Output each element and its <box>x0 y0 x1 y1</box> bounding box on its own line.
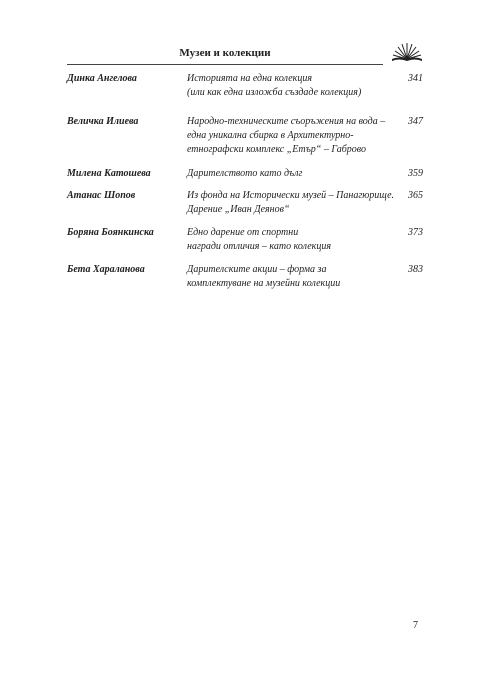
entry-title: Дарителството като дълг <box>187 168 303 179</box>
entry-page: 373 <box>408 227 423 238</box>
toc-entry[interactable] <box>67 189 423 226</box>
entry-title: Из фонда на Исторически музей – Панагюрище. Дарение „Иван Деянов“ <box>187 190 395 215</box>
entry-page: 383 <box>408 264 423 275</box>
entry-author: Атанас Шопов <box>67 190 136 201</box>
entry-title: Историята на една колекция (или как една изложба създаде колекция) <box>187 73 362 98</box>
entry-author: Динка Ангелова <box>67 73 137 84</box>
table-of-contents <box>67 72 423 293</box>
toc-entry[interactable] <box>67 72 423 115</box>
entry-title: Едно дарение от спортни награди отличия – като колекция <box>187 227 331 252</box>
toc-entry[interactable] <box>67 263 423 293</box>
entry-page: 341 <box>408 73 423 84</box>
entry-page: 347 <box>408 116 423 127</box>
entry-page: 359 <box>408 168 423 179</box>
entry-page: 365 <box>408 190 423 201</box>
entry-title: Народно-техническите съоръжения на вода – една уникална сбирка в Архитектурно- етнографски комплекс „Етър“ – Габрово <box>187 116 386 155</box>
toc-entry[interactable] <box>67 115 423 167</box>
entry-title: Дарителските акции – форма за комплектуване на музейни колекции <box>187 264 341 289</box>
toc-entry[interactable] <box>67 167 423 189</box>
radiant-book-logo-icon <box>390 42 424 62</box>
page-number: 7 <box>413 620 418 631</box>
entry-author: Бета Хараланова <box>67 264 145 275</box>
entry-author: Боряна Боянкинска <box>67 227 154 238</box>
entry-author: Величка Илиева <box>67 116 139 127</box>
running-header <box>67 44 383 65</box>
entry-author: Милена Катошева <box>67 168 151 179</box>
section-title: Музеи и колекции <box>179 47 271 59</box>
toc-entry[interactable] <box>67 226 423 263</box>
